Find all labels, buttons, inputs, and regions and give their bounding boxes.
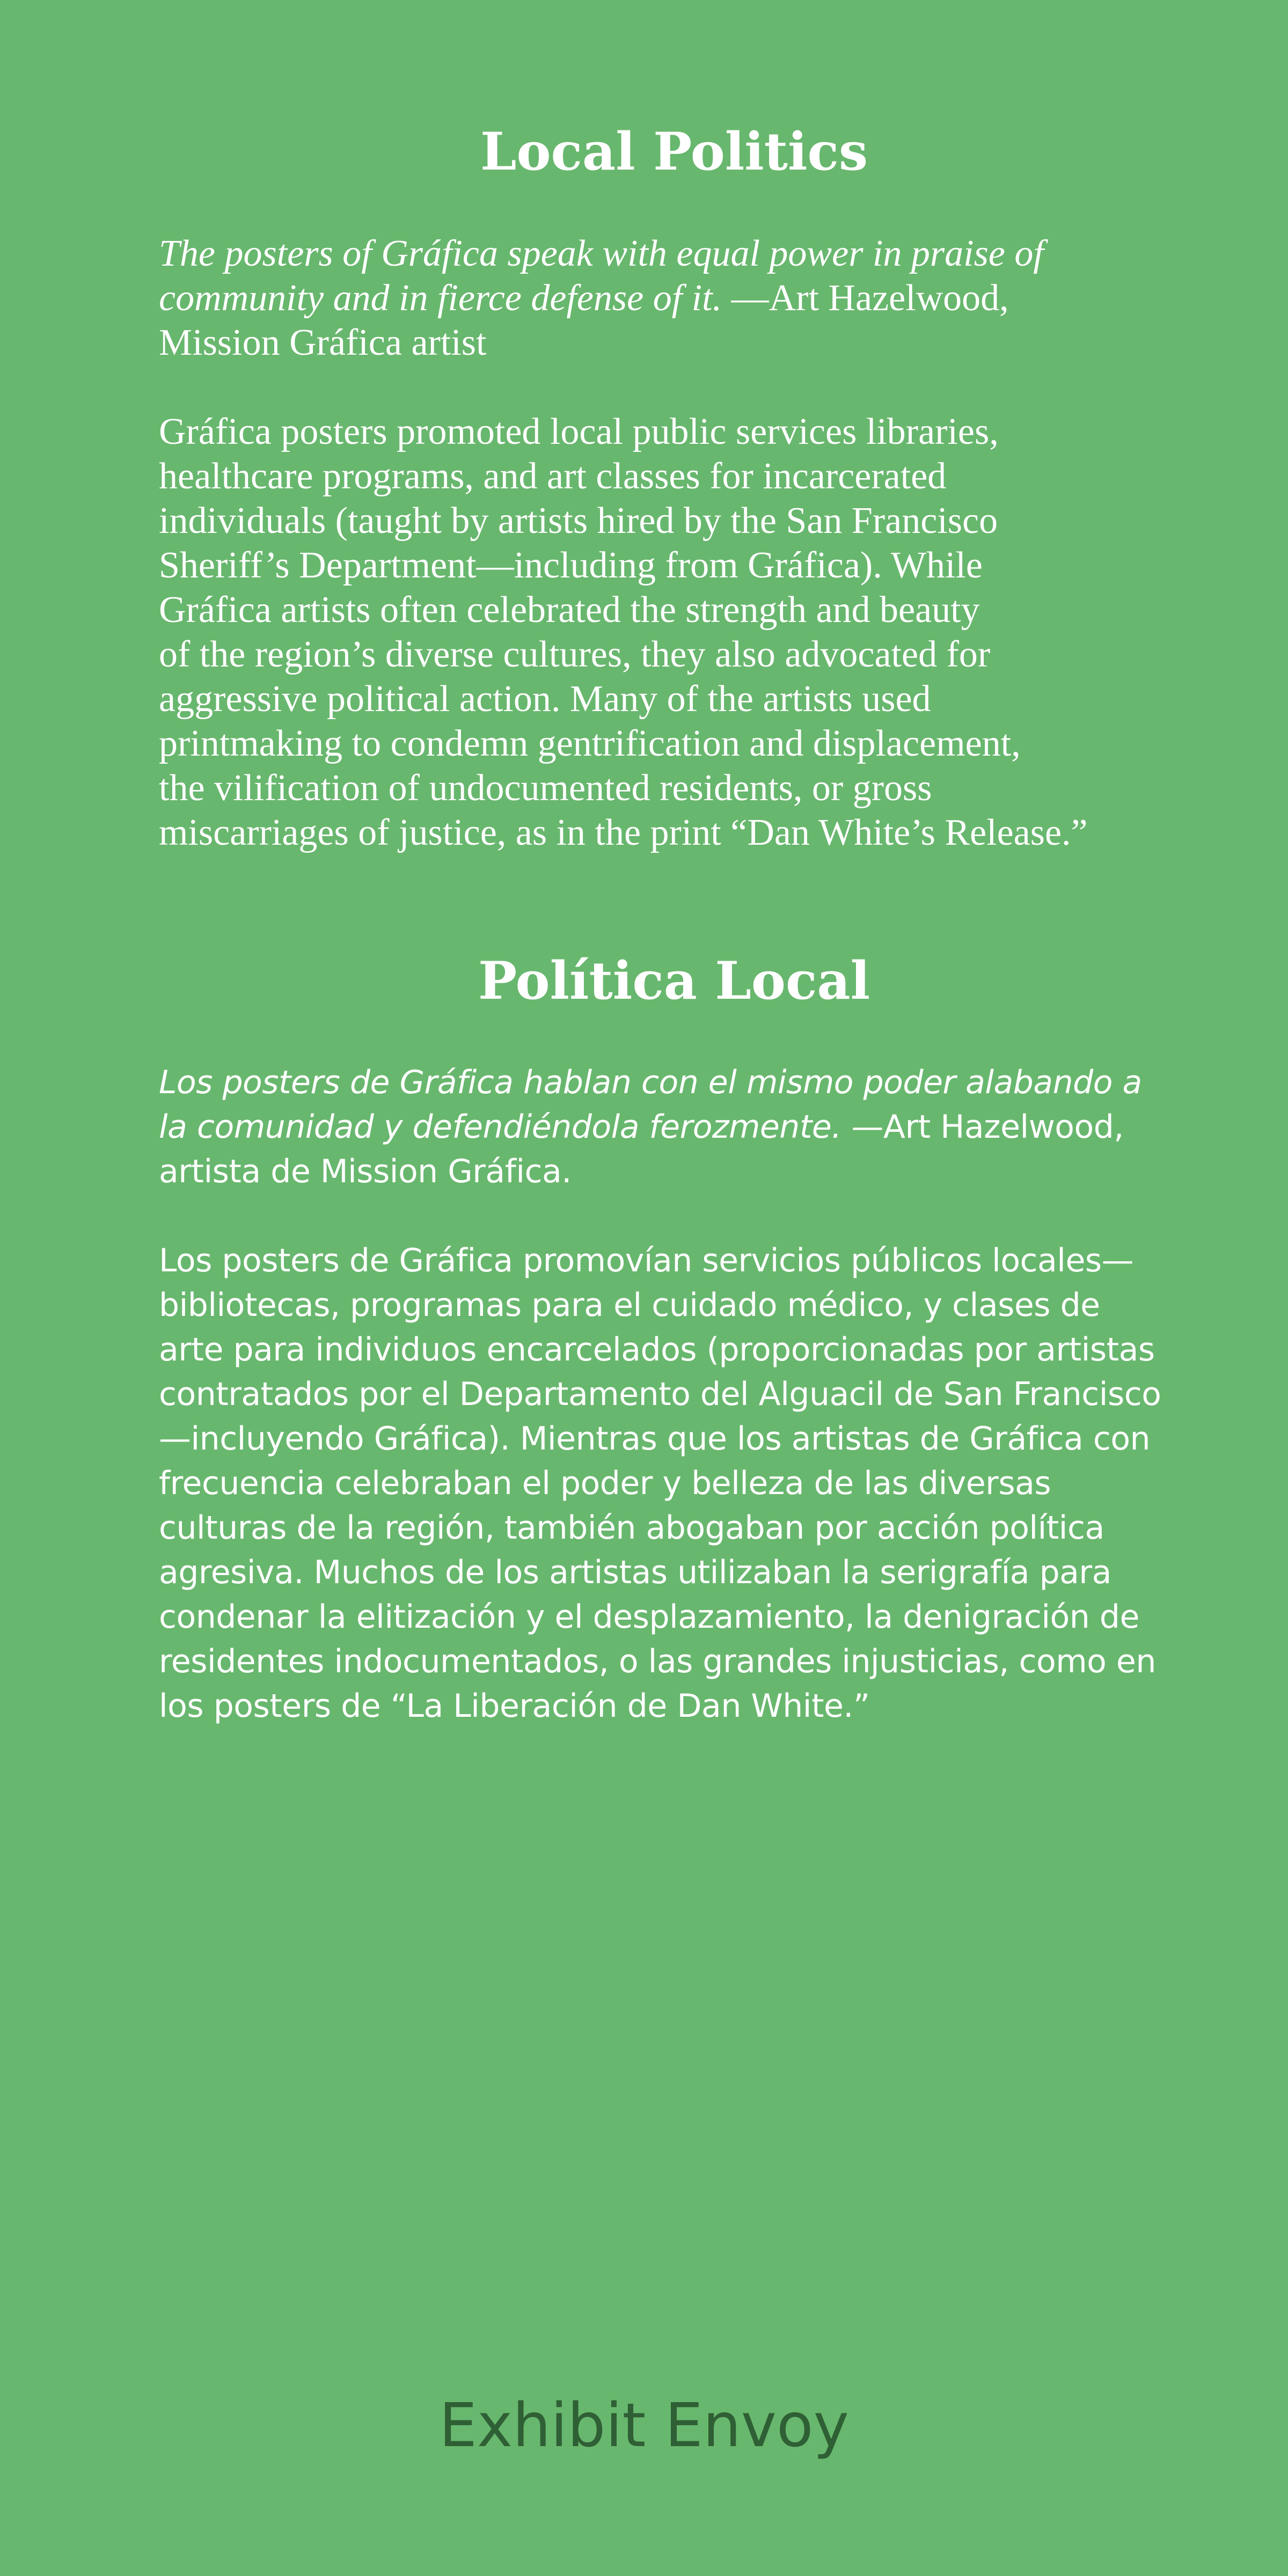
spanish-body-line: residentes indocumentados, o las grandes injusticias, como en xyxy=(159,1642,1156,1680)
english-quote-attribution: —Art Hazelwood, xyxy=(722,277,1009,319)
spanish-body-line: bibliotecas, programas para el cuidado médico, y clases de xyxy=(159,1286,1100,1324)
english-body-line: miscarriages of justice, as in the print “Dan White’s Release.” xyxy=(159,811,1088,853)
english-body-line: individuals (taught by artists hired by the San Francisco xyxy=(159,500,998,541)
english-section xyxy=(159,123,1168,855)
english-body-line: aggressive political action. Many of the artists used xyxy=(159,678,931,720)
paragraph-spacer xyxy=(159,365,1168,409)
english-body-line: healthcare programs, and art classes for incarcerated xyxy=(159,455,947,497)
spanish-body-line: Los posters de Gráfica promovían servicios públicos locales— xyxy=(159,1241,1134,1279)
spanish-body-line: agresiva. Muchos de los artistas utilizaban la serigrafía para xyxy=(159,1553,1111,1591)
english-body-line: of the region’s diverse cultures, they also advocated for xyxy=(159,633,991,675)
english-quote-attribution-line: Mission Gráfica artist xyxy=(159,321,487,363)
english-body xyxy=(159,409,1168,855)
spanish-quote-line: Los posters de Gráfica hablan con el mismo poder alabando a xyxy=(159,1063,1142,1101)
spanish-title: Política Local xyxy=(478,950,870,1011)
spanish-body-line: —incluyendo Gráfica). Mientras que los artistas de Gráfica con xyxy=(159,1419,1151,1458)
english-body-line: Gráfica artists often celebrated the strength and beauty xyxy=(159,589,980,631)
english-quote-line: The posters of Gráfica speak with equal power in praise of xyxy=(159,232,1044,274)
paragraph-spacer xyxy=(159,1194,1168,1239)
spanish-quote xyxy=(159,1060,1168,1194)
english-quote xyxy=(159,231,1168,365)
english-body-line: Gráfica posters promoted local public services libraries, xyxy=(159,411,999,452)
spanish-body-line: arte para individuos encarcelados (proporcionadas por artistas xyxy=(159,1330,1155,1368)
spanish-body xyxy=(159,1239,1168,1729)
english-body-line: the vilification of undocumented residents, or gross xyxy=(159,767,932,809)
spanish-quote-attribution-line: artista de Mission Gráfica. xyxy=(159,1152,572,1190)
footer-brand: Exhibit Envoy xyxy=(439,2391,849,2461)
english-body-line: printmaking to condemn gentrification and displacement, xyxy=(159,722,1021,764)
spanish-body-line: los posters de “La Liberación de Dan White.” xyxy=(159,1687,870,1725)
spanish-quote-attribution: —Art Hazelwood, xyxy=(841,1108,1124,1146)
spanish-body-line: frecuencia celebraban el poder y belleza de las diversas xyxy=(159,1464,1051,1502)
spanish-body-line: culturas de la región, también abogaban por acción política xyxy=(159,1509,1104,1547)
spanish-body-line: condenar la elitización y el desplazamiento, la denigración de xyxy=(159,1598,1139,1636)
english-title: Local Politics xyxy=(480,121,868,182)
english-quote-line: community and in fierce defense of it. xyxy=(159,277,722,319)
spanish-body-line: contratados por el Departamento del Alguacil de San Francisco xyxy=(159,1375,1161,1413)
spanish-section xyxy=(159,950,1168,1729)
spanish-quote-line: la comunidad y defendiéndola ferozmente. xyxy=(159,1108,841,1146)
english-body-line: Sheriff’s Department—including from Gráfica). While xyxy=(159,544,983,586)
